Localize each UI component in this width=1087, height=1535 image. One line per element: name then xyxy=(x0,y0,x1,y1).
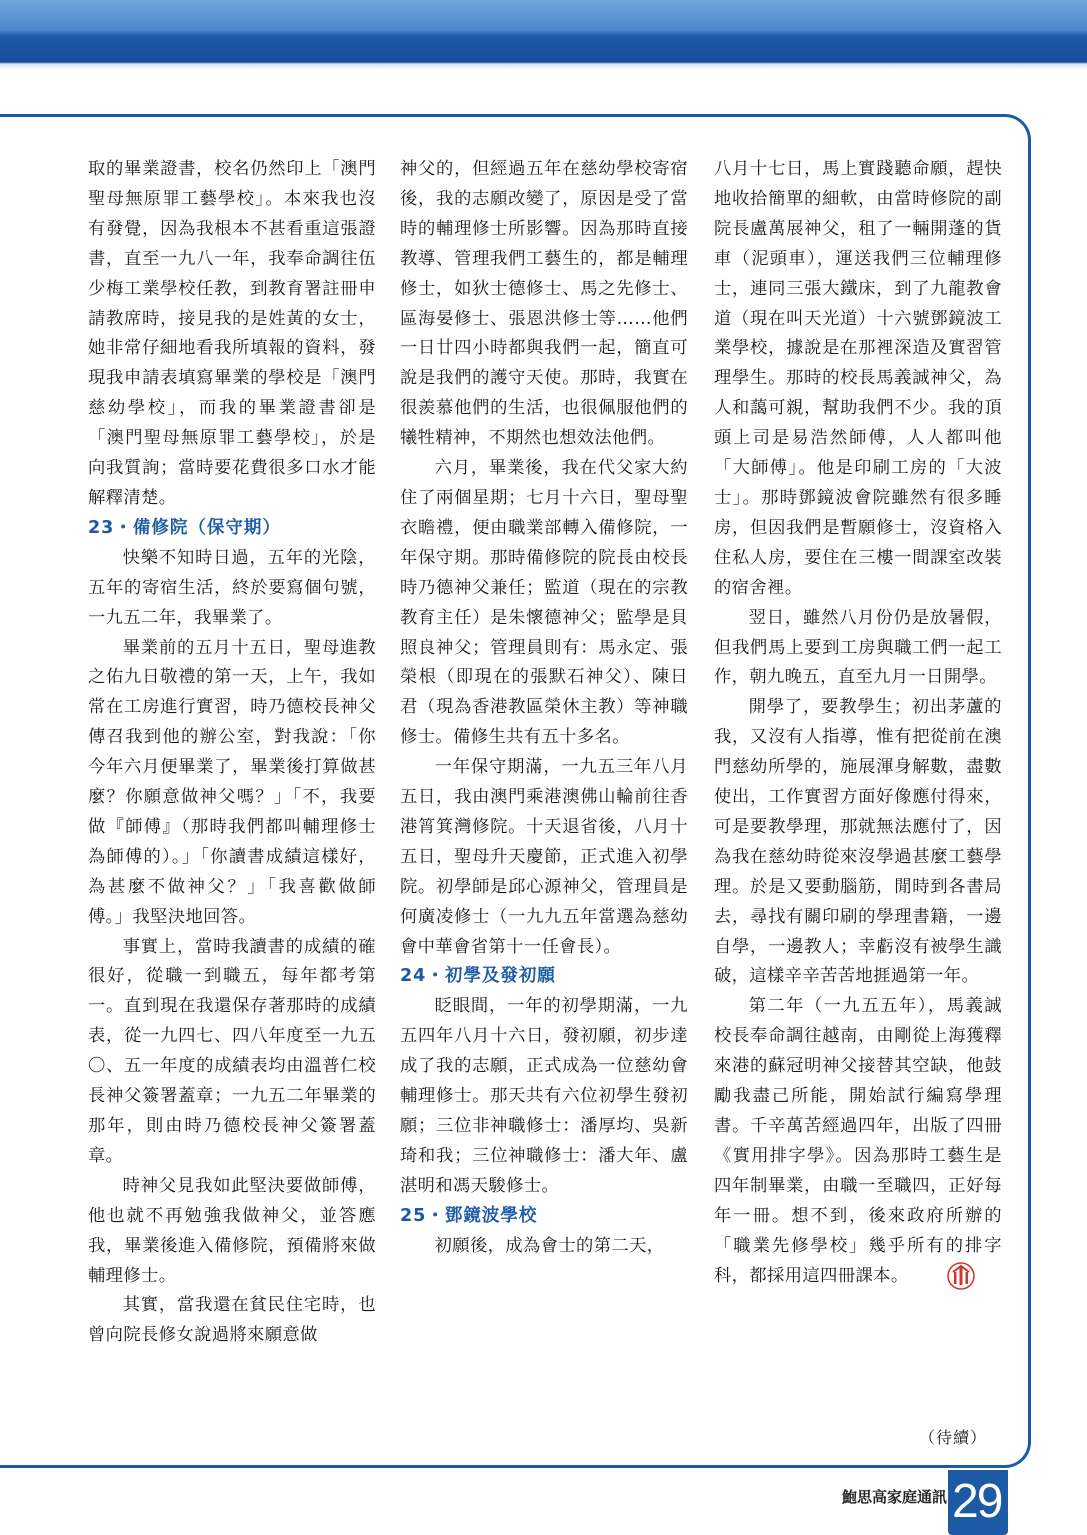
paragraph: 快樂不知時日過，五年的光陰，五年的寄宿生活，終於要寫個句號，一九五二年，我畢業了。 xyxy=(88,547,376,628)
section-heading-23: 23・備修院（保守期） xyxy=(88,517,281,538)
paragraph xyxy=(714,992,1002,1291)
to-be-continued: （待續） xyxy=(918,1428,987,1447)
paragraph: 眨眼間，一年的初學期滿，一九五四年八月十六日，發初願，初步達成了我的志願，正式成為一位慈幼會輔理修士。那天共有六位初學生發初願；三位非神職修士：潘厚均、吳新琦和我；三位神職修士：潘大年、盧湛明和馮天駿修士。 xyxy=(400,996,688,1196)
paragraph: 六月，畢業後，我在代父家大約住了兩個星期；七月十六日，聖母聖衣瞻禮，便由職業部轉入備修院，一年保守期。那時備修院的院長由校長時乃德神父兼任；監道（現在的宗教教育主任）是朱懷德神父；監學是貝照良神父；管理員則有：馬永定、張榮根（即現在的張默石神父）、陳日君（現為香港教區榮休主教）等神職修士。備修生共有五十多名。 xyxy=(400,458,688,748)
paragraph: 神父的，但經過五年在慈幼學校寄宿後，我的志願改變了，原因是受了當時的輔理修士所影響。因為那時直接教導、管理我們工藝生的，都是輔理修士，如狄士德修士、馬之先修士、區海晏修士、張恩洪修士等……他們一日廿四小時都與我們一起，簡直可說是我們的護守天使。那時，我實在很羨慕他們的生活，也很佩服他們的犧牲精神，不期然也想效法他們。 xyxy=(400,159,688,449)
paragraph: 畢業前的五月十五日，聖母進教之佑九日敬禮的第一天，上午，我如常在工房進行實習，時乃德校長神父傳召我到他的辦公室，對我說：「你今年六月便畢業了，畢業後打算做甚麼？你願意做神父嗎？」「不，我要做『師傅』（那時我們都叫輔理修士為師傅的）。」「你讀書成績這樣好，為甚麼不做神父？」「我喜歡做師傅。」我堅決地回答。 xyxy=(88,637,376,927)
paragraph: 初願後，成為會士的第二天， xyxy=(434,1235,665,1256)
paragraph: 事實上，當時我讀書的成績的確很好，從職一到職五，每年都考第一。直到現在我還保存著那時的成績表，從一九四七、四八年度至一九五〇、五一年度的成績表均由溫普仁校長神父簽署蓋章；一九五二年畢業的那年，則由時乃德校長神父簽署蓋章。 xyxy=(88,936,376,1166)
paragraph: 其實，當我還在貧民住宅時，也曾向院長修女說過將來願意做 xyxy=(88,1295,376,1346)
text-column-2 xyxy=(400,155,688,1262)
paragraph: 翌日，雖然八月份仍是放暑假，但我們馬上要到工房與職工們一起工作，朝九晚五，直至九月一日開學。 xyxy=(714,607,1002,688)
paragraph: 開學了，要教學生；初出茅蘆的我，又沒有人指導，惟有把從前在澳門慈幼所學的，施展渾身解數，盡數使出，工作實習方面好像應付得來，可是要教學理，那就無法應付了，因為我在慈幼時從來沒學過甚麼工藝學理。於是又要動腦筋，閒時到各書局去，尋找有關印刷的學理書籍，一邊自學，一邊教人；幸虧沒有被學生識破，這樣辛辛苦苦地捱過第一年。 xyxy=(714,697,1002,987)
paragraph: 時神父見我如此堅決要做師傅，他也就不再勉強我做神父，並答應我，畢業後進入備修院，預備將來做輔理修士。 xyxy=(88,1175,376,1286)
section-heading-24: 24・初學及發初願 xyxy=(400,966,556,987)
paragraph: 八月十七日，馬上實踐聽命願，趕快地收拾簡單的細軟，由當時修院的副院長盧萬展神父，租了一輛開蓬的貨車（泥頭車），運送我們三位輔理修士，連同三張大鐵床，到了九龍教會道（現在叫天光道）十六號鄧鏡波工業學校，據說是在那裡深造及實習管理學生。那時的校長馬義誠神父，為人和藹可親，幫助我們不少。我的頂頭上司是易浩然師傅，人人都叫他「大師傅」。他是印刷工房的「大波士」。那時鄧鏡波會院雖然有很多睡房，但因我們是暫願修士，沒資格入住私人房，要住在三樓一間課室改裝的宿舍裡。 xyxy=(714,159,1002,598)
section-heading-25: 25・鄧鏡波學校 xyxy=(400,1205,538,1226)
paragraph: 取的畢業證書，校名仍然印上「澳門聖母無原罪工藝學校」。本來我也沒有發覺，因為我根本不甚看重這張證書，直至一九八一年，我奉命調往伍少梅工業學校任教，到教育署註冊申請教席時，接見我的是姓黃的女士，她非常仔細地看我所填報的資料，發現我申請表填寫畢業的學校是「澳門慈幼學校」，而我的畢業證書卻是「澳門聖母無原罪工藝學校」，於是向我質詢；當時要花費很多口水才能解釋清楚。 xyxy=(88,159,376,508)
page-number: 29 xyxy=(952,1475,1002,1528)
salesian-logo-icon xyxy=(913,1262,941,1290)
top-header-band xyxy=(0,0,1087,70)
paragraph-text: 第二年（一九五五年），馬義誠校長奉命調往越南，由剛從上海獲釋來港的蘇冠明神父接替其空缺，他鼓勵我盡己所能，開始試行編寫學理書。千辛萬苦經過四年，出版了四冊《實用排字學》。因為那時工藝生是四年制畢業，由職一至職四，正好每年一冊。想不到，後來政府所辦的「職業先修學校」幾乎所有的排字科，都採用這四冊課本。 xyxy=(714,996,1002,1286)
publication-name: 鮑思高家庭通訊 xyxy=(842,1488,948,1506)
paragraph: 一年保守期滿，一九五三年八月五日，我由澳門乘港澳佛山輪前往香港筲箕灣修院。十天退省後，八月十五日，聖母升天慶節，正式進入初學院。初學師是邱心源神父，管理員是何廣凌修士（一九九五年當選為慈幼會中華會省第十一任會長）。 xyxy=(400,757,688,957)
text-column-1 xyxy=(88,155,376,1351)
text-column-3 xyxy=(714,155,1002,1291)
